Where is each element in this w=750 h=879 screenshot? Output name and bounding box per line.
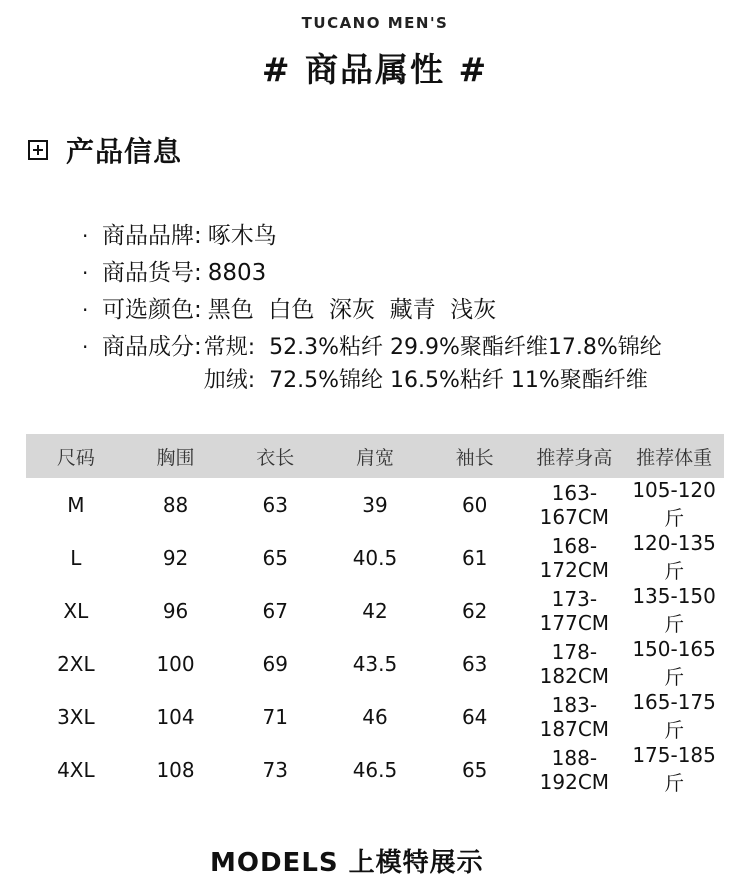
table-cell: 105-120斤 bbox=[632, 478, 716, 530]
table-cell: 175-185斤 bbox=[632, 743, 716, 795]
table-cell: 2XL bbox=[57, 651, 95, 676]
col-header-size: 尺码 bbox=[26, 434, 126, 478]
attribute-value: 8803 bbox=[207, 260, 267, 286]
table-header-row bbox=[26, 434, 724, 478]
table-cell: 71 bbox=[262, 704, 288, 729]
plus-square-icon bbox=[28, 140, 48, 160]
section-title: 产品信息 bbox=[66, 135, 183, 168]
table-cell: 165-175斤 bbox=[632, 690, 716, 742]
composition-line-fleece: 加绒: 72.5%锦纶 16.5%粘纤 11%聚酯纤维 bbox=[203, 368, 648, 393]
table-cell: 163-167CM bbox=[539, 480, 610, 529]
table-cell: 108 bbox=[156, 757, 195, 782]
table-cell: 73 bbox=[262, 757, 288, 782]
bullet-dot: · bbox=[82, 224, 89, 248]
table-cell: 100 bbox=[156, 651, 195, 676]
table-cell: 63 bbox=[461, 651, 488, 676]
table-cell: 120-135斤 bbox=[632, 531, 716, 583]
col-header-weight: 推荐体重 bbox=[624, 434, 724, 478]
composition-line-regular: 常规: 52.3%粘纤 29.9%聚酯纤维17.8%锦纶 bbox=[203, 335, 662, 360]
table-cell: 88 bbox=[162, 492, 189, 517]
table-row bbox=[26, 637, 724, 690]
table-cell: 64 bbox=[461, 704, 488, 729]
bullet-dot: · bbox=[82, 335, 89, 359]
table-cell: 42 bbox=[362, 598, 388, 623]
table-row bbox=[26, 743, 724, 796]
table-cell: 173-177CM bbox=[539, 586, 610, 635]
table-cell: 39 bbox=[362, 492, 388, 517]
table-cell: XL bbox=[63, 598, 89, 623]
table-row bbox=[26, 584, 724, 637]
table-cell: 92 bbox=[162, 545, 189, 570]
table-cell: 63 bbox=[262, 492, 288, 517]
bullet-dot: · bbox=[82, 261, 89, 285]
table-row bbox=[26, 478, 724, 531]
table-cell: 62 bbox=[461, 598, 488, 623]
attribute-value: 啄木鸟 bbox=[207, 223, 277, 249]
attribute-key: 商品成分: bbox=[102, 334, 202, 360]
table-cell: 67 bbox=[262, 598, 288, 623]
section-header bbox=[28, 130, 182, 170]
table-cell: 69 bbox=[262, 651, 288, 676]
attribute-key: 商品货号: bbox=[102, 260, 202, 286]
table-row bbox=[26, 690, 724, 743]
col-header-chest: 胸围 bbox=[126, 434, 226, 478]
table-cell: 65 bbox=[262, 545, 288, 570]
col-header-height: 推荐身高 bbox=[525, 434, 625, 478]
attribute-row-sku bbox=[82, 255, 662, 292]
table-cell: 46.5 bbox=[352, 757, 398, 782]
table-cell: 4XL bbox=[57, 757, 95, 782]
size-chart-table bbox=[26, 434, 724, 796]
table-cell: 168-172CM bbox=[539, 533, 610, 582]
page-title: # 商品属性 # bbox=[261, 50, 489, 89]
table-cell: 104 bbox=[156, 704, 195, 729]
table-cell: 96 bbox=[162, 598, 189, 623]
table-cell: 43.5 bbox=[352, 651, 398, 676]
table-cell: 150-165斤 bbox=[632, 637, 716, 689]
table-cell: 3XL bbox=[57, 704, 95, 729]
attribute-row-composition bbox=[82, 329, 662, 397]
table-cell: 183-187CM bbox=[539, 692, 610, 741]
table-cell: 65 bbox=[461, 757, 488, 782]
table-cell: 60 bbox=[461, 492, 488, 517]
product-attributes bbox=[82, 218, 662, 397]
models-section-heading: MODELS 上模特展示 bbox=[210, 848, 484, 878]
table-cell: 135-150斤 bbox=[632, 584, 716, 636]
col-header-shoulder: 肩宽 bbox=[325, 434, 425, 478]
attribute-row-colors bbox=[82, 292, 662, 329]
table-cell: 40.5 bbox=[352, 545, 398, 570]
col-header-length: 衣长 bbox=[225, 434, 325, 478]
col-header-sleeve: 袖长 bbox=[425, 434, 525, 478]
bullet-dot: · bbox=[82, 298, 89, 322]
brand-name: TUCANO MEN'S bbox=[301, 14, 449, 32]
table-cell: 61 bbox=[461, 545, 488, 570]
table-cell: 46 bbox=[362, 704, 388, 729]
table-cell: 188-192CM bbox=[539, 745, 610, 794]
attribute-key: 商品品牌: bbox=[102, 223, 202, 249]
attribute-value: 黑色 白色 深灰 藏青 浅灰 bbox=[207, 297, 497, 323]
attribute-row-brand bbox=[82, 218, 662, 255]
table-row bbox=[26, 531, 724, 584]
table-cell: 178-182CM bbox=[539, 639, 610, 688]
table-cell: M bbox=[67, 492, 85, 517]
attribute-key: 可选颜色: bbox=[102, 297, 202, 323]
composition-values bbox=[204, 329, 662, 397]
table-cell: L bbox=[70, 545, 82, 570]
